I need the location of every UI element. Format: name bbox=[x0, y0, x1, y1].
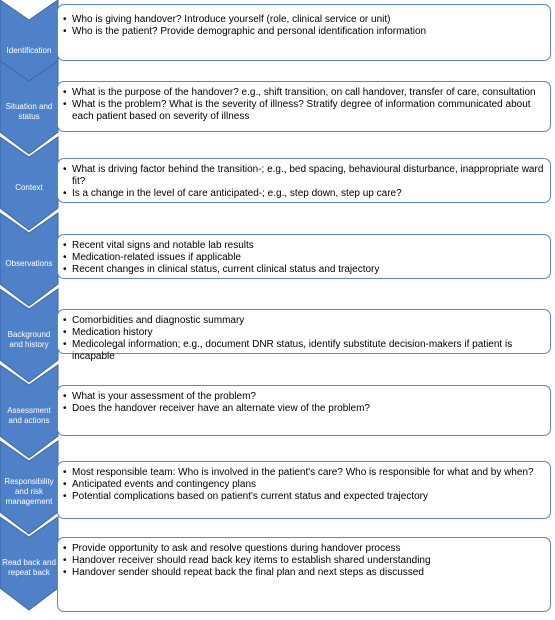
step-label: Context bbox=[15, 183, 43, 192]
bullet-item: • Handover sender should repeat back the final plan and next steps as discussed bbox=[62, 567, 550, 579]
bullet-list bbox=[62, 315, 550, 363]
bullet-item: • Is a change in the level of care anticipated-; e.g., step down, step up care? bbox=[62, 188, 550, 200]
step-label: Assessment and actions bbox=[7, 406, 51, 425]
bullet-list bbox=[62, 240, 550, 276]
bullet-item: • Recent changes in clinical status, current clinical status and trajectory bbox=[62, 264, 550, 276]
bullet-list bbox=[62, 391, 550, 415]
bullet-item: • Medication-related issues if applicable bbox=[62, 252, 550, 264]
step-label: Read back and repeat back bbox=[2, 558, 56, 577]
bullet-item: • Does the handover receiver have an alternate view of the problem? bbox=[62, 403, 550, 415]
step-content-box bbox=[57, 81, 551, 132]
bullet-item: • Anticipated events and contingency plans bbox=[62, 479, 550, 491]
bullet-item: • Most responsible team: Who is involved in the patient's care? Who is responsible for what and by when? bbox=[62, 467, 550, 479]
bullet-item: • What is the problem? What is the severity of illness? Stratify degree of information communicated about each patient based on severity of illness bbox=[62, 99, 550, 123]
bullet-item: • Medication history bbox=[62, 327, 550, 339]
bullet-item: • Provide opportunity to ask and resolve questions during handover process bbox=[62, 543, 550, 555]
step-label: Observations bbox=[5, 259, 53, 268]
bullet-item: • What is your assessment of the problem? bbox=[62, 391, 550, 403]
step-content-box bbox=[57, 309, 551, 362]
step-label: Responsibility and risk management bbox=[4, 477, 54, 506]
bullet-list bbox=[62, 14, 550, 38]
step-content-box bbox=[57, 461, 551, 519]
step-content-box bbox=[57, 234, 551, 279]
bullet-item: • What is driving factor behind the transition-; e.g., bed spacing, behavioural disturbance, inappropriate ward fit? bbox=[62, 164, 550, 188]
bullet-item: • Who is giving handover? Introduce yourself (role, clinical service or unit) bbox=[62, 14, 550, 26]
bullet-list bbox=[62, 467, 550, 503]
bullet-item: • Comorbidities and diagnostic summary bbox=[62, 315, 550, 327]
bullet-item: • Who is the patient? Provide demographic and personal identification information bbox=[62, 26, 550, 38]
step-label: Background and history bbox=[7, 330, 51, 349]
bullet-item: • What is the purpose of the handover? e.g., shift transition, on call handover, transfer of care, consultation bbox=[62, 87, 550, 99]
bullet-item: • Handover receiver should read back key items to establish shared understanding bbox=[62, 555, 550, 567]
bullet-item: • Potential complications based on patient's current status and expected trajectory bbox=[62, 491, 550, 503]
bullet-list bbox=[62, 543, 550, 579]
bullet-item: • Medicolegal information; e.g., document DNR status, identify substitute decision-makers if patient is incapable bbox=[62, 339, 550, 363]
step-content-box bbox=[57, 537, 551, 612]
bullet-list bbox=[62, 87, 550, 123]
bullet-item: • Recent vital signs and notable lab results bbox=[62, 240, 550, 252]
bullet-list bbox=[62, 164, 550, 200]
step-label: Situation and status bbox=[5, 102, 53, 121]
step-label: Identification bbox=[6, 46, 52, 55]
step-content-box bbox=[57, 4, 551, 61]
step-content-box bbox=[57, 158, 551, 203]
step-content-box bbox=[57, 385, 551, 436]
